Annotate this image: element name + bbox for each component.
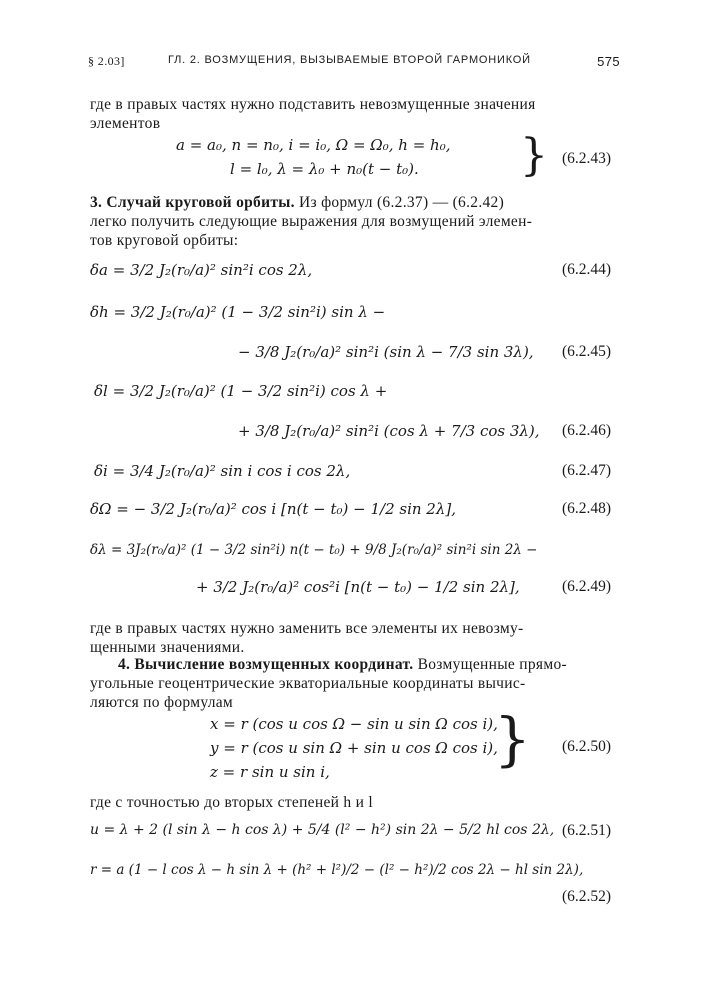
section-3-paragraph — [90, 193, 620, 250]
intro-line-2: элементов — [90, 115, 161, 132]
eq-6-2-50-line-1: x = r (cos u cos Ω − sin u sin Ω cos i), — [210, 715, 498, 733]
after-equations-paragraph — [90, 619, 620, 657]
equation-line: + 3/2 J₂(r₀/a)² cos²i [n(t − t₀) − 1/2 sin 2λ], — [196, 578, 520, 596]
section-3-line-3: тов круговой орбиты: — [90, 232, 239, 249]
eq-number: (6.2.47) — [562, 462, 612, 479]
equation-line: − 3/8 J₂(r₀/a)² sin²i (sin λ − 7/3 sin 3λ), — [238, 343, 534, 361]
eq-number: (6.2.49) — [562, 578, 612, 595]
eq-6-2-43-line-1: a = a₀, n = n₀, i = i₀, Ω = Ω₀, h = h₀, — [176, 136, 451, 154]
right-brace-6-2-43: } — [520, 130, 548, 181]
equation-line: δΩ = − 3/2 J₂(r₀/a)² cos i [n(t − t₀) − 1/2 sin 2λ], — [90, 500, 456, 518]
eq-6-2-43-line-2: l = l₀, λ = λ₀ + n₀(t − t₀). — [230, 160, 419, 178]
eq-number: (6.2.45) — [562, 343, 612, 360]
section-4-paragraph — [90, 655, 620, 712]
eq-number: (6.2.46) — [562, 422, 612, 439]
section-reference: § 2.03] — [88, 54, 125, 68]
equation-line: δa = 3/2 J₂(r₀/a)² sin²i cos 2λ, — [90, 261, 313, 279]
eq-number-6-2-52: (6.2.52) — [562, 888, 612, 905]
equation-line: δλ = 3J₂(r₀/a)² (1 − 3/2 sin²i) n(t − t₀) + 9/8 J₂(r₀/a)² sin²i sin 2λ − — [90, 542, 538, 558]
eq-6-2-51: u = λ + 2 (l sin λ − h cos λ) + 5/4 (l² − h²) sin 2λ − 5/2 hl cos 2λ, — [90, 822, 555, 838]
after-eqs-line-2: щенными значениями. — [90, 639, 245, 656]
section-3-heading: 3. Случай круговой орбиты. — [90, 194, 295, 211]
precision-line: где с точностью до вторых степеней h и l — [90, 794, 374, 811]
precision-paragraph — [90, 793, 620, 812]
eq-6-2-50-line-3: z = r sin u sin i, — [210, 763, 330, 781]
intro-line-1: где в правых частях нужно подставить невозмущенные значения — [90, 96, 536, 113]
running-header — [88, 54, 628, 76]
after-eqs-line-1: где в правых частях нужно заменить все элементы их невозму- — [90, 620, 524, 637]
section-4-line-1: Возмущенные прямо- — [413, 656, 567, 673]
page-number: 575 — [597, 54, 620, 69]
eq-6-2-50-line-2: y = r (cos u sin Ω + sin u cos Ω cos i), — [210, 739, 498, 757]
equation-line: δi = 3/4 J₂(r₀/a)² sin i cos i cos 2λ, — [94, 462, 351, 480]
right-brace-6-2-50: } — [494, 705, 531, 773]
section-3-line-2: легко получить следующие выражения для возмущений элемен- — [90, 213, 533, 230]
section-4-line-2: угольные геоцентрические экваториальные координаты вычис- — [90, 675, 526, 692]
section-3-line-1: Из формул (6.2.37) — (6.2.42) — [294, 194, 505, 211]
eq-number-6-2-51: (6.2.51) — [562, 822, 612, 839]
equation-line: + 3/8 J₂(r₀/a)² sin²i (cos λ + 7/3 cos 3λ), — [238, 422, 540, 440]
eq-number-6-2-50: (6.2.50) — [562, 738, 612, 755]
equation-line: δh = 3/2 J₂(r₀/a)² (1 − 3/2 sin²i) sin λ − — [90, 303, 386, 321]
equation-line: δl = 3/2 J₂(r₀/a)² (1 − 3/2 sin²i) cos λ + — [94, 382, 388, 400]
running-title: ГЛ. 2. ВОЗМУЩЕНИЯ, ВЫЗЫВАЕМЫЕ ВТОРОЙ ГАРМОНИКОЙ — [168, 54, 531, 66]
intro-paragraph — [90, 95, 620, 133]
eq-number: (6.2.48) — [562, 500, 612, 517]
eq-6-2-52: r = a (1 − l cos λ − h sin λ + (h² + l²)/2 − (l² − h²)/2 cos 2λ − hl sin 2λ), — [90, 862, 584, 878]
section-4-heading: 4. Вычисление возмущенных координат. — [118, 656, 414, 673]
eq-number: (6.2.44) — [562, 261, 612, 278]
section-4-line-3: ляются по формулам — [90, 694, 234, 711]
eq-number-6-2-43: (6.2.43) — [562, 150, 612, 167]
